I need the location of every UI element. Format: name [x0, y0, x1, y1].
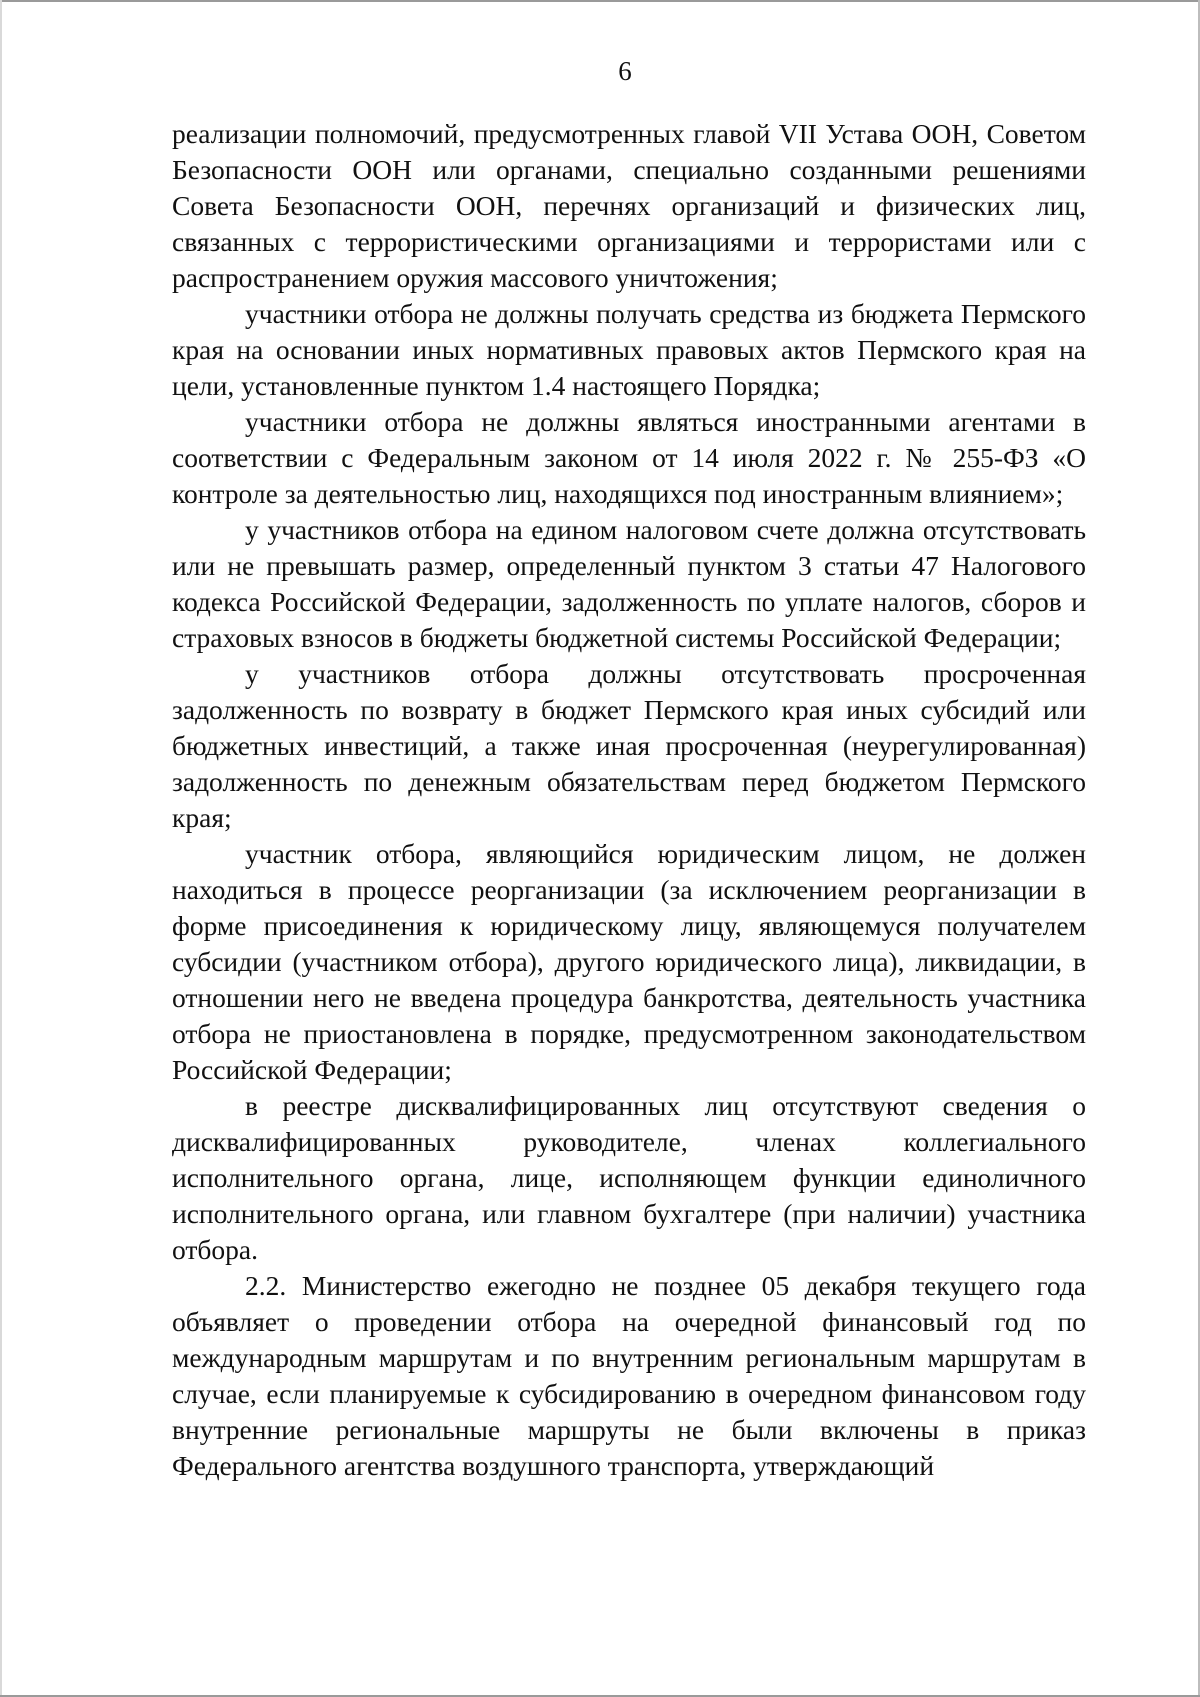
document-body [172, 116, 1086, 1484]
paragraph-overdue-debt: у участников отбора должны отсутствовать просроченная задолженность по возврату в бюджет Пермского края иных субсидий или бюджетных инвестиций, а также иная просроченная (неурегулированная) задолженность по денежным обязательствам перед бюджетом Пермского края; [172, 658, 1086, 833]
paragraph-foreign-agents: участники отбора не должны являться иностранными агентами в соответствии с Федеральным законом от 14 июля 2022 г. № 255-ФЗ «О контроле за деятельностью лиц, находящихся под иностранным влиянием»; [172, 406, 1086, 509]
page-number: 6 [618, 56, 632, 86]
paragraph-budget-funds: участники отбора не должны получать средства из бюджета Пермского края на основании иных нормативных правовых актов Пермского края на цели, установленные пунктом 1.4 настоящего Порядка; [172, 298, 1086, 401]
paragraph-disqualified-persons: в реестре дисквалифицированных лиц отсутствуют сведения о дисквалифицированных руководителе, членах коллегиального исполнительного органа, лице, исполняющем функции единоличного исполнительного органа, или главном бухгалтере (при наличии) участника отбора. [172, 1090, 1086, 1265]
paragraph-reorganization: участник отбора, являющийся юридическим лицом, не должен находиться в процессе реорганизации (за исключением реорганизации в форме присоединения к юридическому лицу, являющемуся получателем субсидии (участником отбора), другого юридического лица), ликвидации, в отношении него не введена процедура банкротства, деятельность участника отбора не приостановлена в порядке, предусмотренном законодательством Российской Федерации; [172, 838, 1086, 1085]
paragraph-section-2-2: 2.2. Министерство ежегодно не позднее 05 декабря текущего года объявляет о проведении отбора на очередной финансовый год по международным маршрутам и по внутренним региональным маршрутам в случае, если планируемые к субсидированию в очередном финансовом году внутренние региональные маршруты не были включены в приказ Федерального агентства воздушного транспорта, утверждающий [172, 1270, 1086, 1481]
scan-edge-top [0, 0, 1200, 2]
paragraph-tax-debt: у участников отбора на едином налоговом счете должна отсутствовать или не превышать размер, определенный пунктом 3 статьи 47 Налогового кодекса Российской Федерации, задолженность по уплате налогов, сборов и страховых взносов в бюджеты бюджетной системы Российской Федерации; [172, 514, 1086, 653]
scan-edge-left [0, 0, 2, 1697]
paragraph-continuation: реализации полномочий, предусмотренных главой VII Устава ООН, Советом Безопасности ООН или органами, специально созданными решениями Совета Безопасности ООН, перечнях организаций и физических лиц, связанных с террористическими организациями и террористами или с распространением оружия массового уничтожения; [172, 118, 1086, 293]
